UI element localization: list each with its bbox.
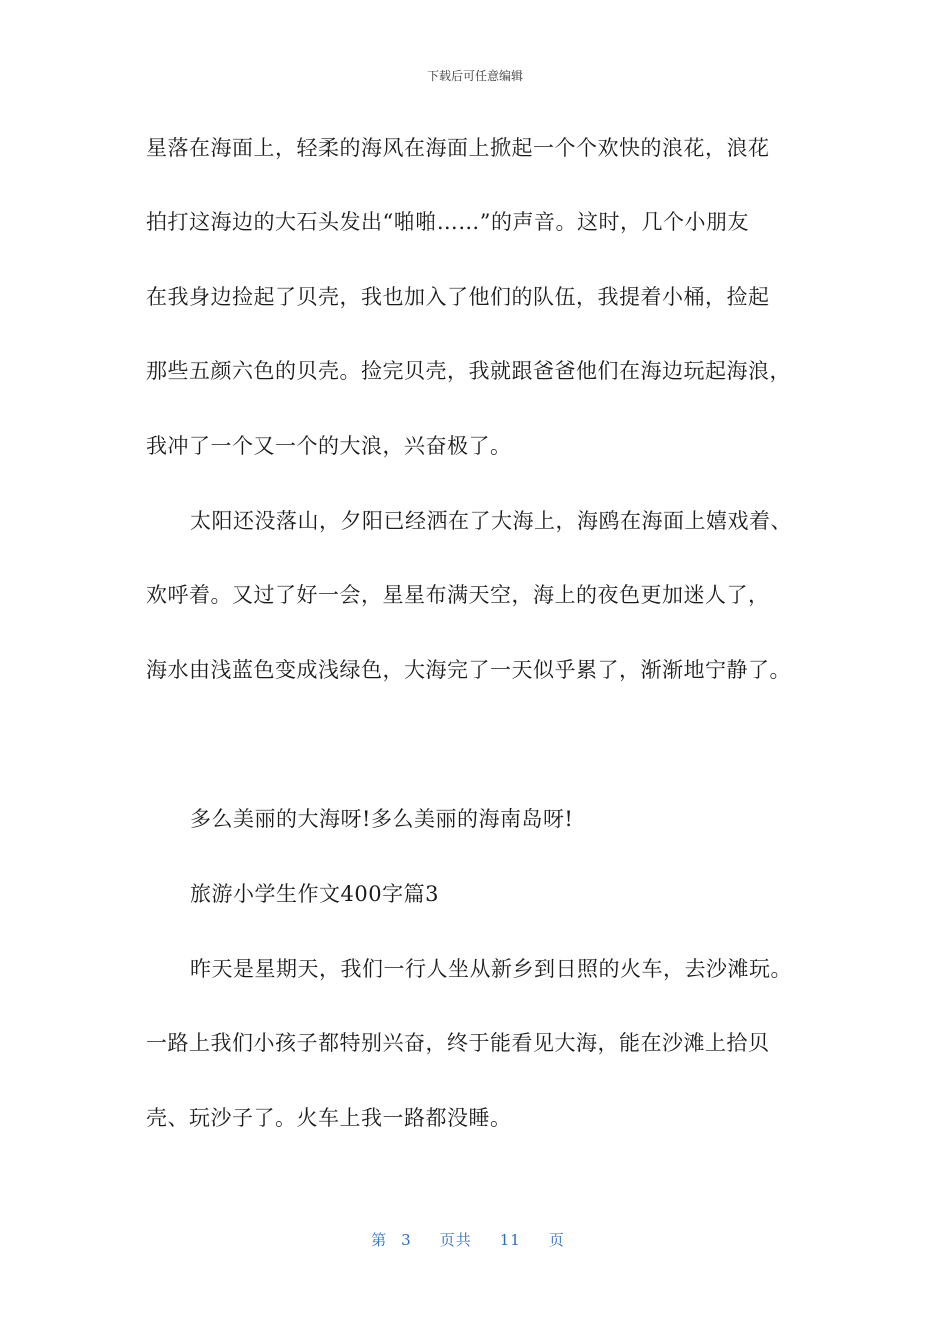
- text-line-6: 太阳还没落山，夕阳已经洒在了大海上，海鸥在海面上嬉戏着、: [190, 509, 792, 533]
- page-header: 下载后可任意编辑: [426, 69, 523, 83]
- text-line-4: 那些五颜六色的贝壳。捡完贝壳，我就跟爸爸他们在海边玩起海浪，: [146, 359, 791, 383]
- text-line-8: 海水由浅蓝色变成浅绿色，大海完了一天似乎累了，渐渐地宁静了。: [146, 658, 791, 682]
- text-line-11: 昨天是星期天，我们一行人坐从新乡到日照的火车，去沙滩玩。: [190, 957, 792, 981]
- text-line-1: 星落在海面上，轻柔的海风在海面上掀起一个个欢快的浪花，浪花: [146, 136, 770, 160]
- footer-suffix: 页: [548, 1231, 565, 1249]
- text-line-7: 欢呼着。又过了好一会，星星布满天空，海上的夜色更加迷人了，: [146, 583, 770, 607]
- page-footer: [0, 1229, 950, 1250]
- section-heading: 旅游小学生作文400字篇3: [190, 882, 439, 906]
- text-line-9: 多么美丽的大海呀!多么美丽的海南岛呀!: [190, 807, 574, 831]
- text-line-12: 一路上我们小孩子都特别兴奋，终于能看见大海，能在沙滩上拾贝: [146, 1031, 770, 1055]
- footer-page-number: 3: [401, 1231, 412, 1249]
- text-line-13: 壳、玩沙子了。火车上我一路都没睡。: [146, 1106, 512, 1130]
- text-line-5: 我冲了一个又一个的大浪，兴奋极了。: [146, 434, 512, 458]
- text-line-2: 拍打这海边的大石头发出“啪啪……”的声音。这时，几个小朋友: [146, 210, 749, 234]
- footer-prefix: 第: [371, 1231, 388, 1249]
- footer-total-pages: 11: [499, 1231, 521, 1249]
- text-line-3: 在我身边捡起了贝壳，我也加入了他们的队伍，我提着小桶，捡起: [146, 285, 770, 309]
- footer-middle: 页共: [439, 1231, 472, 1249]
